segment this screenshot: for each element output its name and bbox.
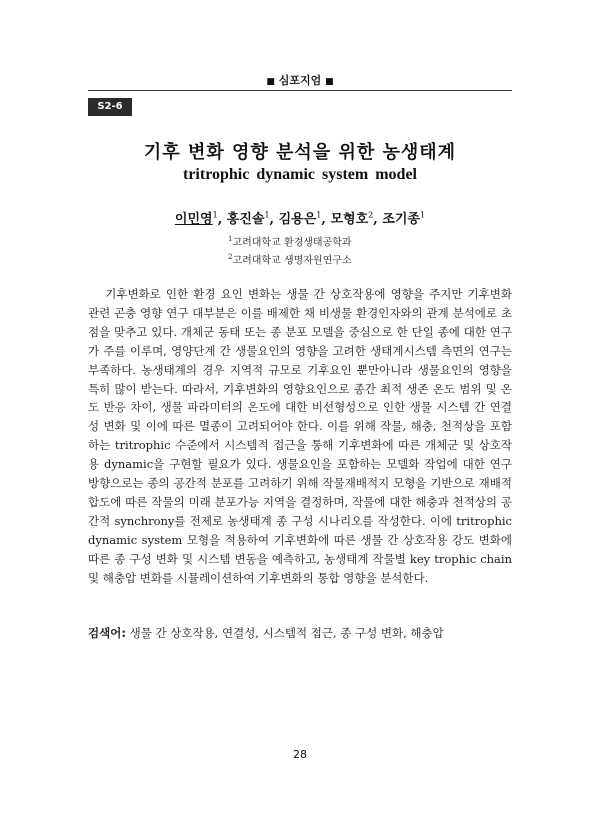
- author-affiliation-mark: 1: [212, 210, 218, 220]
- title-korean: 기후 변화 영향 분석을 위한 농생태계: [143, 142, 457, 163]
- author-affiliation-mark: 1: [316, 210, 322, 220]
- keywords-label: 검색어:: [88, 626, 126, 640]
- header-title: 심포지엄: [278, 74, 322, 87]
- affiliation-text: 고려대학교 생명자원연구소: [232, 255, 352, 267]
- author: [175, 212, 218, 227]
- header-divider: [88, 90, 512, 91]
- abstract-body: 기후변화로 인한 환경 요인 변화는 생물 간 상호작용에 영향을 주지만 기후변화 관련 곤충 영향 연구 대부분은 이를 배제한 채 비생물 환경인자와의 관계 분석에로 초점을 맞추고 있다. 개체군 동태 또는 종 분포 모델을 중심으로 한 단일 종에 대한 연구가 주를 이루며, 영양단계 간 생물요인의 영향을 고려한 생태계시스템 측면의 연구는 부족하다. 농생태계의 경우 지역적 규모로 기후요인 뿐만아니라 생물요인의 영향을 특히 많이 받는다. 따라서, 기후변화의 영향요인으로 종간 최적 생존 온도 범위 및 온도 반응 차이, 생물 파라미터의 온도에 대한 비선형성으로 인한 생물 시스템 간 연결성 변화 및 이에 따른 멸종이 고려되어야 한다. 이를 위해 작물, 해충, 천적상을 포함하는 tritrophic 수준에서 시스템적 접근을 통해 기후변화에 따른 개체군 및 상호작용 dynamic을 구현할 필요가 있다. 생물요인을 포함하는 모델화 작업에 대한 연구 방향으로는 종의 공간적 분포를 고려하기 위해 작물재배적지 모형을 기반으로 재배적합도에 따른 작물의 미래 분포가능 지역을 결정하며, 작물에 대한 해충과 천적상의 공간적 synchrony를 전제로 농생태계 종 구성 시나리오를 작성한다. 이에 tritrophic dynamic system 모형을 적용하여 기후변화에 따른 생물 간 상호작용 강도 변화에 따른 종 구성 변화 및 시스템 변동을 예측하고, 농생태계 작물별 key trophic chain 및 해충압 변화를 시뮬레이션하여 기후변화의 통합 영향을 분석한다.: [88, 287, 512, 585]
- author: [330, 212, 373, 227]
- header-square-right-icon: ■: [325, 77, 334, 87]
- author-name: 조기종: [382, 212, 420, 227]
- session-tag: S2-6: [88, 98, 132, 116]
- running-header: [0, 72, 600, 88]
- affiliation: [228, 250, 448, 268]
- author-name: 홍진솔: [226, 212, 265, 227]
- header-square-left-icon: ■: [266, 77, 275, 87]
- page-number: 28: [293, 748, 307, 761]
- author: [279, 212, 322, 227]
- author-affiliation-mark: 2: [368, 210, 374, 220]
- author: [382, 212, 425, 227]
- affiliation-text: 고려대학교 환경생태공학과: [232, 237, 352, 249]
- author-name: 이민영: [174, 212, 213, 227]
- author-list: 이민영$^1$, 홍진솔$^1$, 김용은$^1$, 모형호$^2$, 조기종$^1$: [174, 210, 426, 227]
- author-name: 모형호: [330, 212, 369, 227]
- affiliation: [228, 232, 448, 250]
- keywords-text: 생물 간 상호작용, 연결성, 시스템적 접근, 종 구성 변화, 해충압: [129, 626, 444, 640]
- affiliation-mark: 1: [228, 235, 233, 243]
- author-name: 김용은: [278, 212, 317, 227]
- author-affiliation-mark: 1: [264, 210, 270, 220]
- title-english: tritrophic dynamic system model: [182, 166, 417, 183]
- affiliation-list: [228, 232, 448, 269]
- author: [227, 212, 270, 227]
- author-affiliation-mark: 1: [419, 210, 426, 220]
- affiliation-mark: 2: [228, 253, 233, 262]
- keywords: [88, 624, 512, 642]
